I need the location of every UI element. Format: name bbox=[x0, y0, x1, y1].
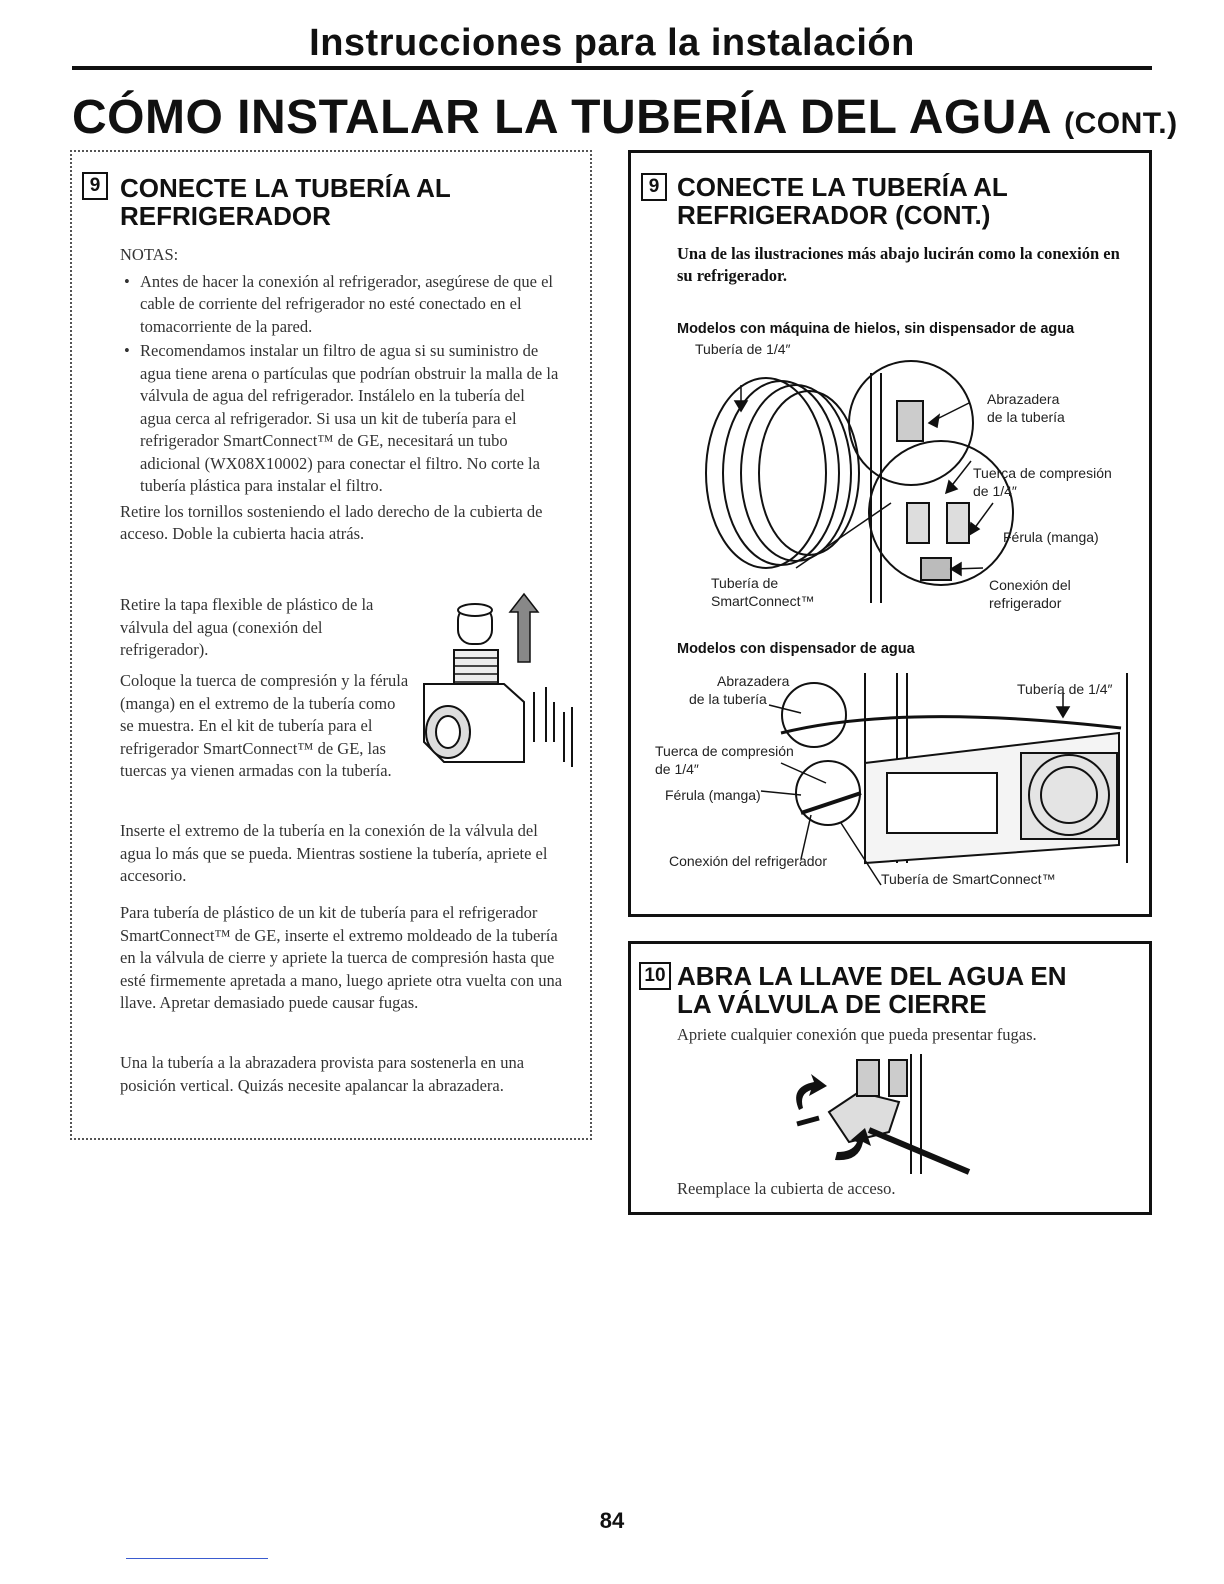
d1-label-conexion: Conexión del bbox=[989, 577, 1071, 593]
d1-label-tuberia-14: Tubería de 1/4″ bbox=[695, 341, 791, 357]
right2-heading-line2: LA VÁLVULA DE CIERRE bbox=[677, 989, 987, 1019]
d1-label-tuerca: Tuerca de compresión bbox=[973, 465, 1112, 481]
left-para-3: Coloque la tuerca de compresión y la férula (manga) en el extremo de la tubería como se muestra. En el kit de tubería para el refrigerador SmartConnect™ de GE, las tuercas ya vienen armadas con la tubería. bbox=[120, 671, 409, 780]
right2-heading bbox=[677, 962, 1067, 1018]
right1-intro: Una de las ilustraciones más abajo lucirán como la conexión en su refrigerador. bbox=[677, 244, 1120, 285]
left-step-number-badge bbox=[82, 172, 108, 200]
note-bullet-2: • Recomendamos instalar un filtro de agua si su suministro de agua tiene arena o partículas que podrían obstruir la malla de la válvula de agua del refrigerador. Instálelo en la tubería del agua cerca al refrigerador. Si usa un kit de tubería para el refrigerador SmartConnect™ de GE, necesitará un tubo adicional (WX08X10002) para conectar el filtro. No corte la tubería plástica para instalar el filtro. bbox=[120, 340, 560, 498]
left-heading-line2: REFRIGERADOR bbox=[120, 201, 331, 231]
right1-heading-line1: CONECTE LA TUBERÍA AL bbox=[677, 172, 1008, 202]
left-step-number: 9 bbox=[82, 172, 108, 200]
shutoff-valve-illustration bbox=[779, 1052, 989, 1177]
left-para-6: Una la tubería a la abrazadera provista para sostenerla en una posición vertical. Quizás necesite apalancar la abrazadera. bbox=[120, 1053, 525, 1095]
d1-label-de-14: de 1/4″ bbox=[973, 483, 1017, 499]
main-title-text: CÓMO INSTALAR LA TUBERÍA DEL AGUA bbox=[72, 91, 1051, 144]
right2-footer: Reemplace la cubierta de acceso. bbox=[677, 1179, 896, 1198]
right-section-box-1 bbox=[628, 150, 1152, 917]
left-para-1: Retire los tornillos sosteniendo el lado derecho de la cubierta de acceso. Doble la cubierta hacia atrás. bbox=[120, 501, 543, 543]
right-section-box-2 bbox=[628, 941, 1152, 1215]
note-bullet-1: • Antes de hacer la conexión al refrigerador, asegúrese de que el cable de corriente del refrigerador no esté conectado en el tomacorriente de la pared. bbox=[120, 271, 560, 339]
d2-label-tuberia-smart: Tubería de SmartConnect™ bbox=[881, 871, 1056, 887]
right2-text: Apriete cualquier conexión que pueda presentar fugas. bbox=[677, 1025, 1037, 1044]
footer-line bbox=[126, 1558, 268, 1559]
right2-step-number: 10 bbox=[639, 962, 671, 990]
diagram2-subheading: Modelos con dispensador de agua bbox=[677, 641, 915, 657]
diagram1-subheading: Modelos con máquina de hielos, sin dispensador de agua bbox=[677, 321, 1075, 337]
left-heading bbox=[120, 174, 451, 230]
d1-label-tuberia-de: Tubería de bbox=[711, 575, 779, 591]
header-rule bbox=[72, 66, 1152, 70]
page-header-title: Instrucciones para la instalación bbox=[309, 22, 915, 64]
notes-label: NOTAS: bbox=[120, 245, 179, 264]
main-title-cont: (CONT.) bbox=[1064, 107, 1178, 140]
d2-label-tuerca: Tuerca de compresión bbox=[655, 743, 794, 759]
d1-label-ferula: Férula (manga) bbox=[1003, 529, 1099, 545]
right1-heading-line2: REFRIGERADOR (CONT.) bbox=[677, 200, 991, 230]
d1-label-de-la-tuberia: de la tubería bbox=[987, 409, 1065, 425]
right2-heading-line1: ABRA LA LLAVE DEL AGUA EN bbox=[677, 961, 1067, 991]
right1-step-number-badge bbox=[641, 173, 667, 201]
left-para-4: Inserte el extremo de la tubería en la conexión de la válvula del agua lo más que se pueda. Mientras sostiene la tubería, apriete el accesorio. bbox=[120, 821, 548, 885]
left-section-box bbox=[70, 150, 592, 1140]
d2-label-de-la-tuberia: de la tubería bbox=[689, 691, 767, 707]
d1-label-abrazadera: Abrazadera bbox=[987, 391, 1060, 407]
left-heading-line1: CONECTE LA TUBERÍA AL bbox=[120, 173, 451, 203]
d2-label-abrazadera: Abrazadera bbox=[717, 673, 790, 689]
right1-heading bbox=[677, 173, 1008, 229]
d2-label-conexion: Conexión del refrigerador bbox=[669, 853, 827, 869]
page-number: 84 bbox=[599, 1508, 625, 1533]
d1-label-refrigerador: refrigerador bbox=[989, 595, 1062, 611]
d2-label-tuberia-14: Tubería de 1/4″ bbox=[1017, 681, 1113, 697]
left-para-5: Para tubería de plástico de un kit de tubería para el refrigerador SmartConnect™ de GE, inserte el extremo moldeado de la tubería en la válvula de cierre y apriete la tuerca de compresión hasta que esté firmemente apretada a mano, luego apriete otra vuelta con una llave. Apretar demasiado puede causar fugas. bbox=[120, 903, 563, 1012]
main-title bbox=[72, 90, 1178, 145]
d2-label-ferula: Férula (manga) bbox=[665, 787, 761, 803]
left-para-2: Retire la tapa flexible de plástico de la válvula del agua (conexión del refrigerador). bbox=[120, 595, 374, 659]
valve-illustration bbox=[414, 592, 584, 792]
right1-step-number: 9 bbox=[641, 173, 667, 201]
d2-label-de-14: de 1/4″ bbox=[655, 761, 699, 777]
left-notes bbox=[120, 244, 560, 546]
right2-step-number-badge bbox=[639, 962, 671, 990]
d1-label-smartconnect: SmartConnect™ bbox=[711, 593, 815, 609]
